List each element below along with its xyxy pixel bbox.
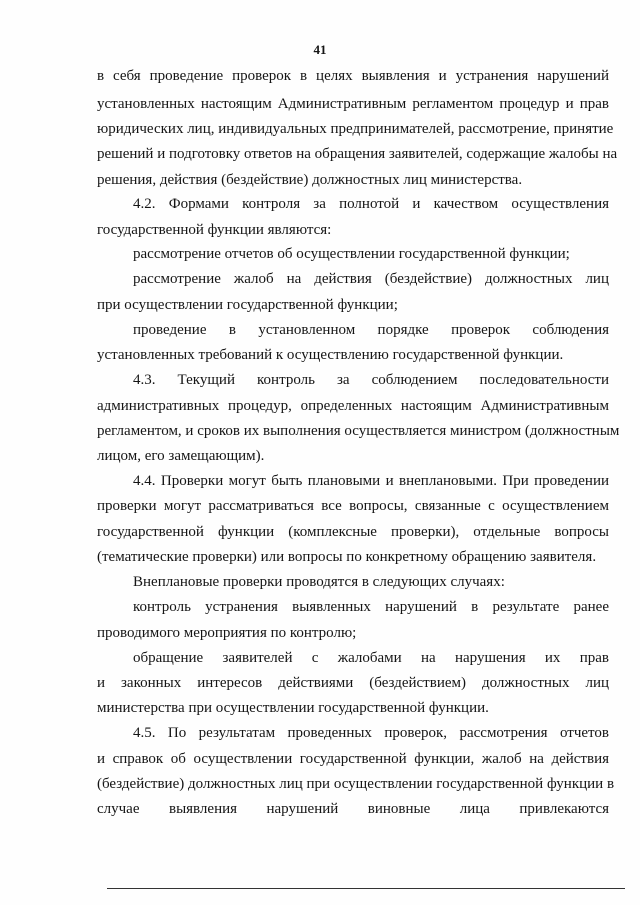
page-number: 41: [313, 42, 327, 57]
text-line: установленных требований к осуществлению государственной функции.: [97, 347, 564, 363]
bottom-rule: [107, 888, 625, 889]
text-line: рассмотрение жалоб на действия (бездействие) должностных лиц: [133, 271, 609, 287]
text-line: случае выявления нарушений виновные лица привлекаются: [97, 801, 609, 817]
text-line: при осуществлении государственной функции;: [97, 297, 398, 313]
text-line: проводимого мероприятия по контролю;: [97, 625, 357, 641]
text-line: юридических лиц, индивидуальных предпринимателей, рассмотрение, принятие: [97, 121, 614, 137]
text-line: обращение заявителей с жалобами на нарушения их прав: [133, 650, 609, 666]
text-line: в себя проведение проверок в целях выявления и устранения нарушений: [97, 68, 609, 84]
text-line: рассмотрение отчетов об осуществлении государственной функции;: [133, 246, 570, 262]
text-line: 4.5. По результатам проведенных проверок, рассмотрения отчетов: [133, 725, 609, 741]
text-line: (тематические проверки) или вопросы по конкретному обращению заявителя.: [97, 549, 597, 565]
text-line: 4.3. Текущий контроль за соблюдением последовательности: [133, 372, 609, 388]
text-line: решений и подготовку ответов на обращения заявителей, содержащие жалобы на: [97, 146, 618, 162]
text-line: Внеплановые проверки проводятся в следующих случаях:: [133, 574, 505, 590]
text-line: и законных интересов действиями (бездействием) должностных лиц: [97, 675, 609, 691]
text-line: регламентом, и сроков их выполнения осуществляется министром (должностным: [97, 423, 620, 439]
text-line: министерства при осуществлении государственной функции.: [97, 700, 489, 716]
text-line: административных процедур, определенных настоящим Административным: [97, 398, 609, 414]
text-line: проведение в установленном порядке проверок соблюдения: [133, 322, 609, 338]
text-line: лицом, его замещающим).: [97, 448, 265, 464]
text-line: и справок об осуществлении государственной функции, жалоб на действия: [97, 751, 609, 767]
text-line: проверки могут рассматриваться все вопросы, связанные с осуществлением: [97, 498, 609, 514]
text-line: государственной функции являются:: [97, 222, 332, 238]
text-line: 4.4. Проверки могут быть плановыми и внеплановыми. При проведении: [133, 473, 609, 489]
text-line: контроль устранения выявленных нарушений в результате ранее: [133, 599, 609, 615]
text-line: 4.2. Формами контроля за полнотой и качеством осуществления: [133, 196, 609, 212]
text-line: решения, действия (бездействие) должностных лиц министерства.: [97, 172, 523, 188]
text-line: государственной функции (комплексные проверки), отдельные вопросы: [97, 524, 609, 540]
text-line: (бездействие) должностных лиц при осуществлении государственной функции в: [97, 776, 615, 792]
text-line: установленных настоящим Административным регламентом процедур и прав: [97, 96, 609, 112]
